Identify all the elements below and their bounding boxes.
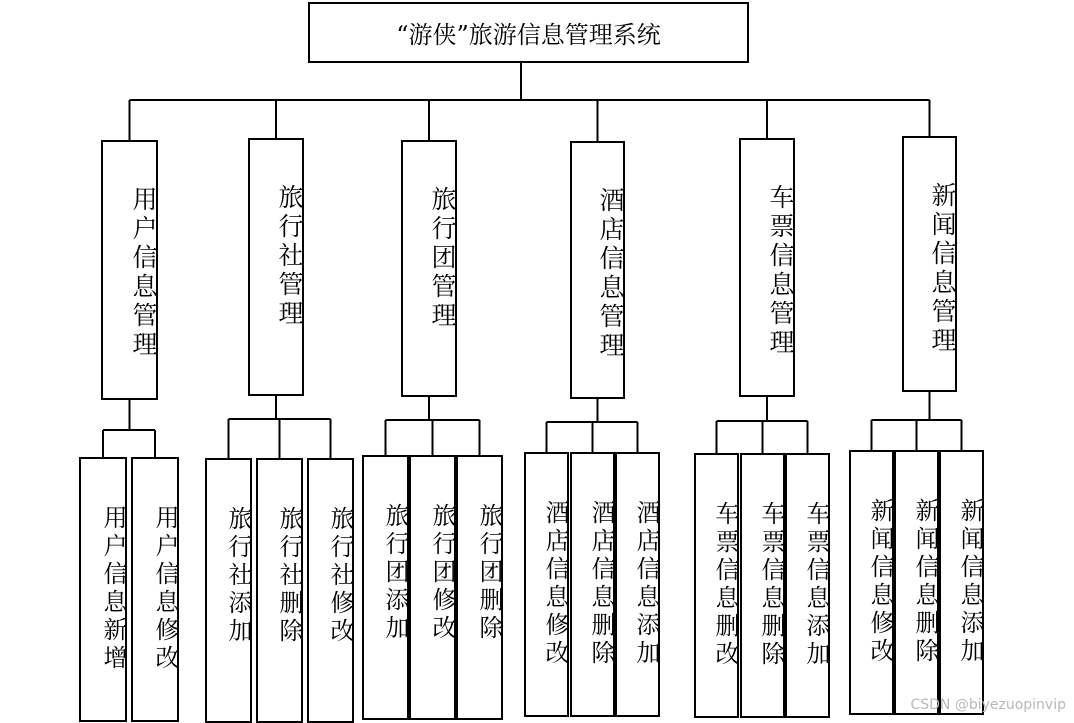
module-node xyxy=(248,138,304,396)
module-node xyxy=(902,136,957,392)
function-node-label: 旅行社添加 xyxy=(224,506,252,646)
module-node-label: 旅行团管理 xyxy=(428,186,457,331)
function-node xyxy=(694,453,739,718)
function-node-label: 旅行团添加 xyxy=(381,503,409,643)
module-node-label: 酒店信息管理 xyxy=(596,187,625,361)
function-node-label: 新闻信息删除 xyxy=(911,498,939,666)
function-node xyxy=(939,450,984,715)
function-node-label: 酒店信息修改 xyxy=(541,500,569,668)
function-node-label: 旅行团修改 xyxy=(428,503,456,643)
function-node xyxy=(205,458,252,723)
function-node xyxy=(409,455,456,720)
function-node-label: 新闻信息添加 xyxy=(956,498,984,666)
function-node xyxy=(894,450,939,715)
function-node-label: 酒店信息删除 xyxy=(587,500,615,668)
module-node xyxy=(401,140,457,397)
function-node-label: 酒店信息添加 xyxy=(632,500,660,668)
function-node xyxy=(79,457,127,722)
function-node xyxy=(256,458,303,723)
function-node-label: 用户信息新增 xyxy=(99,505,127,673)
function-node-label: 旅行社修改 xyxy=(326,506,354,646)
function-node-label: 车票信息删改 xyxy=(711,501,739,669)
module-node xyxy=(570,141,625,399)
module-node-label: 用户信息管理 xyxy=(129,186,158,360)
module-node-label: 车票信息管理 xyxy=(766,184,795,358)
function-node-label: 旅行社删除 xyxy=(275,506,303,646)
module-node-label: 旅行社管理 xyxy=(275,184,304,329)
function-node xyxy=(131,457,179,722)
watermark: CSDN @biyezuopinvip xyxy=(910,697,1066,713)
function-node-label: 旅行团删除 xyxy=(475,503,503,643)
function-node xyxy=(524,452,569,717)
function-node-label: 新闻信息修改 xyxy=(866,498,894,666)
function-node xyxy=(849,450,894,715)
function-node xyxy=(362,455,409,720)
root-title: “游侠”旅游信息管理系统 xyxy=(396,21,661,49)
module-node xyxy=(101,140,158,400)
function-node xyxy=(456,455,503,720)
function-node-label: 用户信息修改 xyxy=(151,505,179,673)
function-node xyxy=(615,452,660,717)
function-node xyxy=(740,453,785,718)
function-node-label: 车票信息添加 xyxy=(802,501,830,669)
module-node xyxy=(739,138,795,397)
function-node-label: 车票信息删除 xyxy=(757,501,785,669)
root-node xyxy=(308,2,749,63)
function-node xyxy=(307,458,354,723)
module-node-label: 新闻信息管理 xyxy=(928,182,957,356)
function-node xyxy=(570,452,615,717)
function-node xyxy=(785,453,830,718)
